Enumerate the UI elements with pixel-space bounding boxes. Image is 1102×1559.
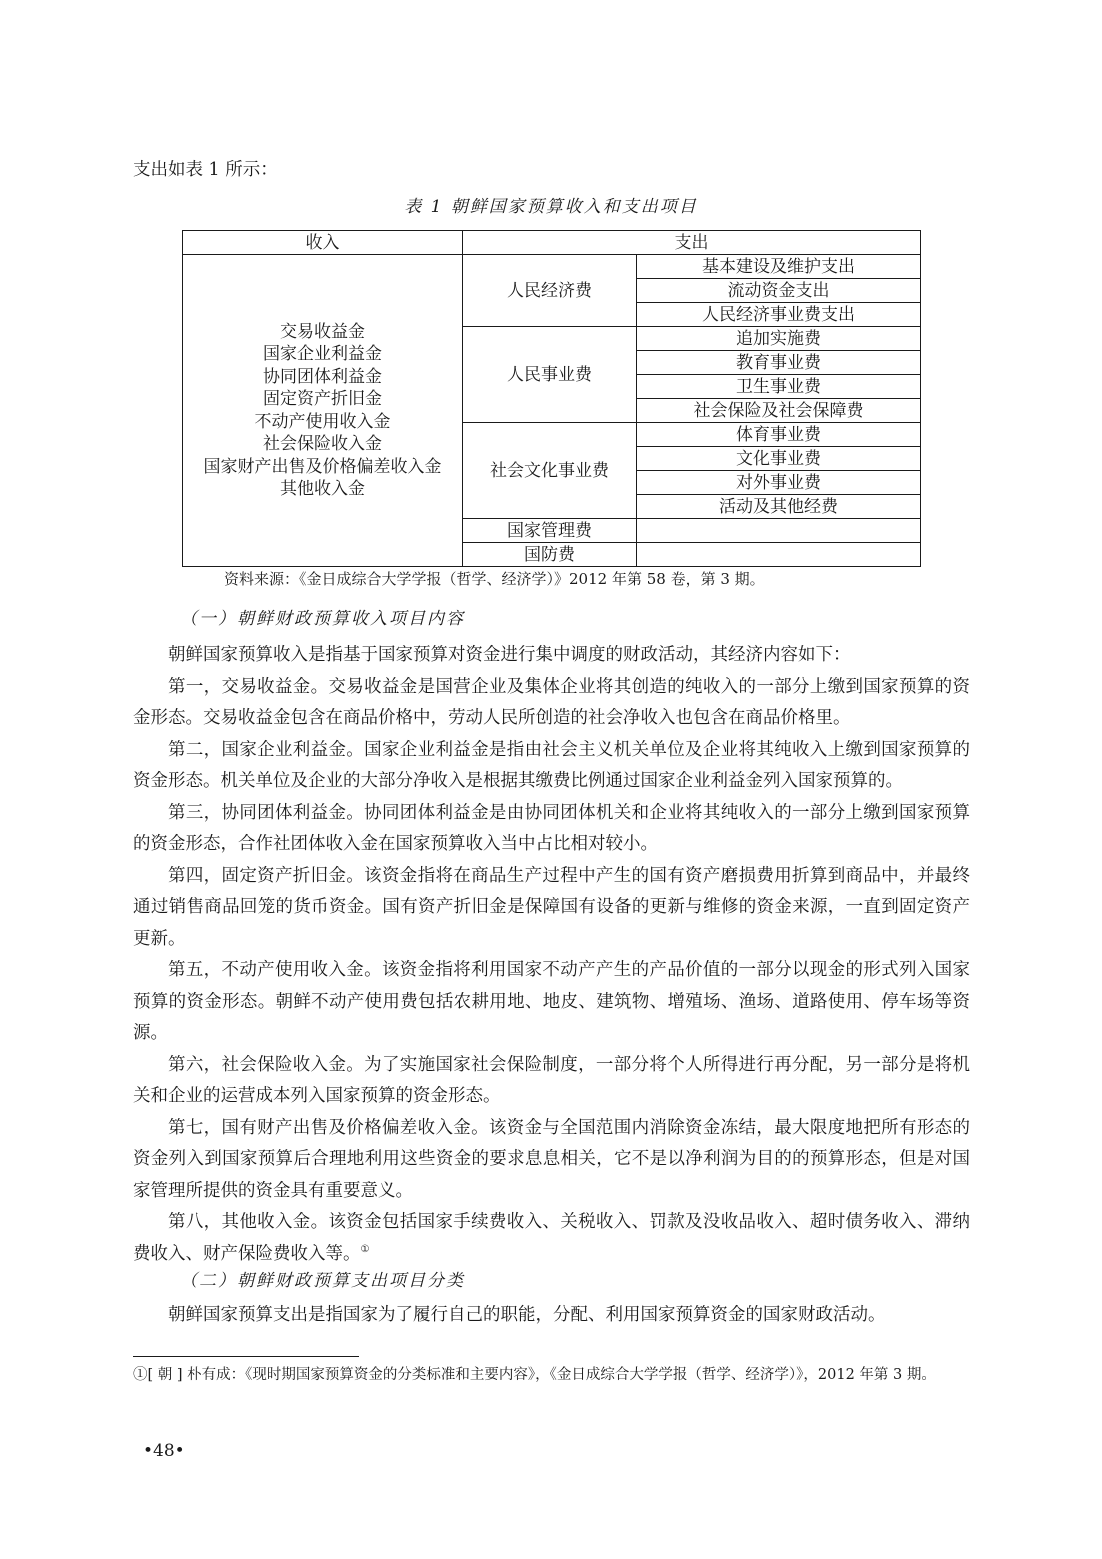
income-item: 其他收入金	[280, 479, 365, 499]
expenditure-group: 人民事业费	[463, 327, 637, 423]
paragraph: 第三，协同团体利益金。协同团体利益金是由协同团体机关和企业将其纯收入的一部分上缴到国家预算的资金形态，合作社团体收入金在国家预算收入当中占比相对较小。	[133, 802, 970, 854]
section-body	[133, 1300, 970, 1332]
footnote: ①[ 朝 ] 朴有成：《现时期国家预算资金的分类标准和主要内容》，《金日成综合大学学报（哲学、经济学）》，2012 年第 3 期。	[133, 1367, 936, 1383]
paragraph: 朝鲜国家预算支出是指国家为了履行自己的职能，分配、利用国家预算资金的国家财政活动。	[168, 1305, 886, 1325]
expenditure-group: 国防费	[463, 543, 637, 567]
expenditure-group: 人民经济费	[463, 255, 637, 327]
expenditure-item: 社会保险及社会保障费	[637, 399, 921, 423]
footnote-reference[interactable]: ①	[360, 1243, 370, 1255]
section-body	[133, 640, 970, 1270]
income-item: 社会保险收入金	[263, 434, 382, 454]
paragraph: 第五，不动产使用收入金。该资金指将利用国家不动产产生的产品价值的一部分以现金的形式列入国家预算的资金形态。朝鲜不动产使用费包括农耕用地、地皮、建筑物、增殖场、渔场、道路使用、停车场等资源。	[133, 960, 970, 1043]
income-items-cell	[183, 255, 463, 567]
paragraph: 第七，国有财产出售及价格偏差收入金。该资金与全国范围内消除资金冻结，最大限度地把所有形态的资金列入到国家预算后合理地利用这些资金的要求息息相关，它不是以净利润为目的的预算形态，但是对国家管理所提供的资金具有重要意义。	[133, 1117, 970, 1201]
paragraph: 第六，社会保险收入金。为了实施国家社会保险制度，一部分将个人所得进行再分配，另一部分是将机关和企业的运营成本列入国家预算的资金形态。	[133, 1054, 970, 1106]
expenditure-item: 流动资金支出	[637, 279, 921, 303]
expenditure-item: 文化事业费	[637, 447, 921, 471]
income-item: 不动产使用收入金	[254, 411, 391, 432]
page-number: •48•	[143, 1441, 185, 1461]
header-expenditure: 支出	[463, 231, 921, 255]
table-title: 表 1 朝鲜国家预算收入和支出项目	[404, 197, 698, 217]
table-row	[183, 255, 921, 279]
expenditure-item: 教育事业费	[637, 351, 921, 375]
table-source-note: 资料来源：《金日成综合大学学报（哲学、经济学）》2012 年第 58 卷，第 3 期。	[224, 570, 765, 588]
paragraph: 第一，交易收益金。交易收益金是国营企业及集体企业将其创造的纯收入的一部分上缴到国家预算的资金形态。交易收益金包含在商品价格中，劳动人民所创造的社会净收入也包含在商品价格里。	[133, 676, 970, 728]
expenditure-item-empty	[637, 543, 921, 567]
paragraph: 第四，固定资产折旧金。该资金指将在商品生产过程中产生的国有资产磨损费用折算到商品中，并最终通过销售商品回笼的货币资金。国有资产折旧金是保障国有设备的更新与维修的资金来源，一直到固定资产更新。	[133, 865, 970, 949]
expenditure-item: 基本建设及维护支出	[637, 255, 921, 279]
expenditure-item: 人民经济事业费支出	[637, 303, 921, 327]
income-item: 固定资产折旧金	[263, 389, 382, 409]
footnote-divider	[133, 1356, 359, 1357]
paragraph	[133, 1207, 970, 1270]
income-item: 国家企业利益金	[263, 344, 382, 364]
income-item: 协同团体利益金	[263, 366, 382, 387]
income-item: 国家财产出售及价格偏差收入金	[203, 456, 442, 477]
expenditure-group: 社会文化事业费	[463, 423, 637, 519]
expenditure-item: 卫生事业费	[637, 375, 921, 399]
income-item: 交易收益金	[280, 321, 365, 342]
expenditure-item-empty	[637, 519, 921, 543]
expenditure-item: 体育事业费	[637, 423, 921, 447]
paragraph: 第二，国家企业利益金。国家企业利益金是指由社会主义机关单位及企业将其纯收入上缴到国家预算的资金形态。机关单位及企业的大部分净收入是根据其缴费比例通过国家企业利益金列入国家预算的。	[133, 739, 970, 791]
expenditure-item: 对外事业费	[637, 471, 921, 495]
budget-table	[182, 230, 921, 567]
expenditure-group: 国家管理费	[463, 519, 637, 543]
section-heading: （二）朝鲜财政预算支出项目分类	[180, 1271, 465, 1291]
expenditure-item: 活动及其他经费	[637, 495, 921, 519]
table-header-row	[183, 231, 921, 255]
expenditure-item: 追加实施费	[637, 327, 921, 351]
intro-line: 支出如表 1 所示：	[133, 160, 278, 180]
section-heading: （一）朝鲜财政预算收入项目内容	[180, 609, 465, 629]
paragraph-text: 第八，其他收入金。该资金包括国家手续费收入、关税收入、罚款及没收品收入、超时债务收入、滞纳费收入、财产保险费收入等。	[133, 1212, 970, 1264]
header-income: 收入	[183, 231, 463, 255]
paragraph: 朝鲜国家预算收入是指基于国家预算对资金进行集中调度的财政活动，其经济内容如下：	[168, 645, 851, 665]
